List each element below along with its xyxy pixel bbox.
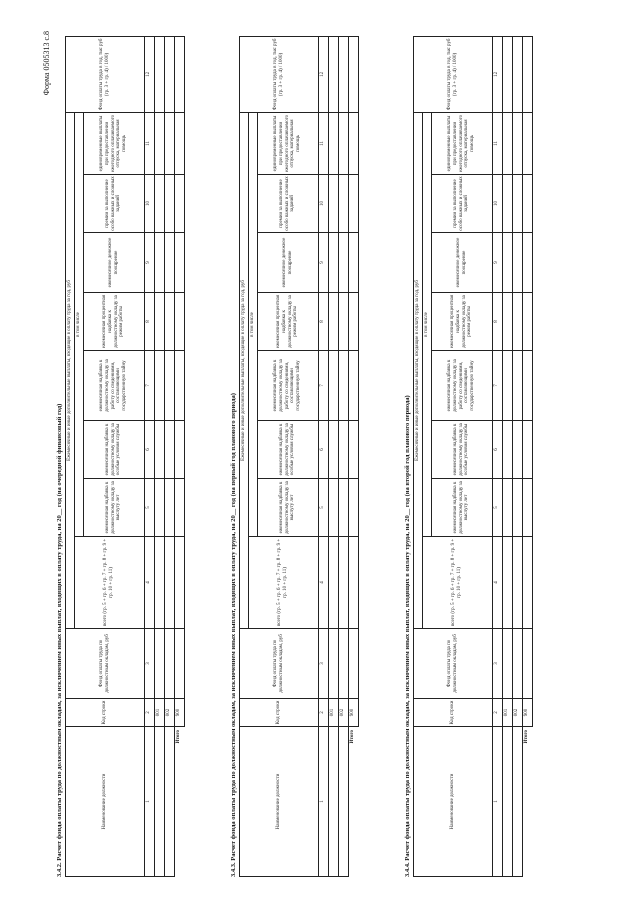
header-special-tasks: премии за выполнение особо важных и сложных заданий xyxy=(257,174,318,232)
header-extra-payments-group: Ежемесячные и иные дополнительные выплаты, входящие в оплату труда за год, руб xyxy=(240,112,249,628)
header-lump-sum: единовременные выплаты при предоставлении ежегодного оплачиваемого отпуска, материальная помощь xyxy=(257,112,318,174)
header-work-mode: ежемесячная процентная надбавка к должностному окладу за режим работы xyxy=(257,292,318,350)
header-salary-fund: Фонд оплаты труда по должностным окладам, руб xyxy=(240,628,319,698)
itogo-row xyxy=(348,36,358,876)
position-cell[interactable] xyxy=(338,726,348,876)
rotated-page xyxy=(40,23,600,883)
header-extra-payments-group: Ежемесячные и иные дополнительные выплаты, входящие в оплату труда за год, руб xyxy=(66,112,75,628)
section-3-4-2 xyxy=(56,37,185,877)
header-position: Наименование должности xyxy=(66,726,145,876)
header-annual-fund: Фонд оплаты труда в год, тыс руб (гр. 3 + гр. 4) / 1000) xyxy=(414,36,493,112)
header-lump-sum: единовременные выплаты при предоставлении ежегодного оплачиваемого отпуска, материальная помощь xyxy=(83,112,144,174)
position-cell[interactable] xyxy=(164,726,174,876)
column-number-row: 1 2 3 4 5 6 7 8 9 10 11 12 xyxy=(144,36,154,876)
column-number-row: 1 2 3 4 5 6 7 8 9 10 11 12 xyxy=(318,36,328,876)
header-seniority: ежемесячная надбавка к должностному окладу за выслугу лет xyxy=(431,478,492,536)
header-monthly-bonus: ежемесячное денежное поощрение xyxy=(83,232,144,292)
table-row xyxy=(328,36,338,876)
line-code: 002 xyxy=(164,698,174,726)
header-line-code: Код строки xyxy=(66,698,145,726)
line-code: 001 xyxy=(154,698,164,726)
header-work-mode: ежемесячная процентная надбавка к должностному окладу за режим работы xyxy=(431,292,492,350)
header-total: всего (гр. 5 + гр. 6 + гр. 7 + гр. 8 + гр. 9 + гр. 10 + гр. 11) xyxy=(248,536,318,628)
section-3-4-4 xyxy=(404,37,533,877)
line-code: 001 xyxy=(502,698,512,726)
header-annual-fund: Фонд оплаты труда в год, тыс руб (гр. 3 + гр. 4) / 1000) xyxy=(66,36,145,112)
table-row xyxy=(512,36,522,876)
header-salary-fund: Фонд оплаты труда по должностным окладам, руб xyxy=(414,628,493,698)
itogo-row xyxy=(174,36,184,876)
section-title: 3.4.3. Расчет фонда оплаты труда по должностным окладам, за исключением иных выплат, входящих в оплату труда, на 20__ год (на первый год планового периода) xyxy=(230,392,237,877)
table-row xyxy=(164,36,174,876)
line-code: 002 xyxy=(512,698,522,726)
header-total: всего (гр. 5 + гр. 6 + гр. 7 + гр. 8 + гр. 9 + гр. 10 + гр. 11) xyxy=(74,536,144,628)
header-special-conditions: ежемесячная надбавка к должностному окладу за особые условия службы xyxy=(257,420,318,478)
line-code: 001 xyxy=(328,698,338,726)
section-3-4-3 xyxy=(230,37,359,877)
section-title: 3.4.4. Расчет фонда оплаты труда по должностным окладам, за исключением иных выплат, входящих в оплату труда, на 20__ год (на второй год планового периода) xyxy=(404,394,411,877)
header-special-conditions: ежемесячная надбавка к должностному окладу за особые условия службы xyxy=(431,420,492,478)
itogo-row xyxy=(522,36,532,876)
itogo-code: 900 xyxy=(522,698,532,726)
table-row xyxy=(338,36,348,876)
itogo-code: 900 xyxy=(348,698,358,726)
header-monthly-bonus: ежемесячное денежное поощрение xyxy=(257,232,318,292)
header-monthly-bonus: ежемесячное денежное поощрение xyxy=(431,232,492,292)
header-special-tasks: премии за выполнение особо важных и сложных заданий xyxy=(83,174,144,232)
header-including: в том числе xyxy=(248,112,257,536)
section-table xyxy=(239,35,359,876)
position-cell[interactable] xyxy=(328,726,338,876)
column-number-row: 1 2 3 4 5 6 7 8 9 10 11 12 xyxy=(492,36,502,876)
header-line-code: Код строки xyxy=(414,698,493,726)
header-line-code: Код строки xyxy=(240,698,319,726)
header-state-secret: ежемесячная надбавка к должностному окладу за работу со сведениями, составляющими государственную тайну xyxy=(431,350,492,420)
itogo-code: 900 xyxy=(174,698,184,726)
header-state-secret: ежемесячная надбавка к должностному окладу за работу со сведениями, составляющими государственную тайну xyxy=(83,350,144,420)
table-row xyxy=(154,36,164,876)
section-title: 3.4.2. Расчет фонда оплаты труда по должностным окладам, за исключением иных выплат, входящих в оплату труда, на 20__ год (на очередной финансовый год) xyxy=(56,403,63,877)
header-position: Наименование должности xyxy=(240,726,319,876)
table-row xyxy=(502,36,512,876)
header-annual-fund: Фонд оплаты труда в год, тыс руб (гр. 3 + гр. 4) / 1000) xyxy=(240,36,319,112)
itogo-label: Итого xyxy=(524,729,530,743)
itogo-label: Итого xyxy=(350,729,356,743)
header-position: Наименование должности xyxy=(414,726,493,876)
header-extra-payments-group: Ежемесячные и иные дополнительные выплаты, входящие в оплату труда за год, руб xyxy=(414,112,423,628)
line-code: 002 xyxy=(338,698,348,726)
header-special-tasks: премии за выполнение особо важных и сложных заданий xyxy=(431,174,492,232)
header-seniority: ежемесячная надбавка к должностному окладу за выслугу лет xyxy=(83,478,144,536)
section-table xyxy=(413,35,533,876)
header-including: в том числе xyxy=(422,112,431,536)
header-special-conditions: ежемесячная надбавка к должностному окладу за особые условия службы xyxy=(83,420,144,478)
header-including: в том числе xyxy=(74,112,83,536)
header-state-secret: ежемесячная надбавка к должностному окладу за работу со сведениями, составляющими государственную тайну xyxy=(257,350,318,420)
position-cell[interactable] xyxy=(154,726,164,876)
section-table xyxy=(65,35,185,876)
form-number-label: Форма 0505313 с.8 xyxy=(42,30,51,95)
position-cell[interactable] xyxy=(512,726,522,876)
header-salary-fund: Фонд оплаты труда по должностным окладам, руб xyxy=(66,628,145,698)
header-total: всего (гр. 5 + гр. 6 + гр. 7 + гр. 8 + гр. 9 + гр. 10 + гр. 11) xyxy=(422,536,492,628)
header-lump-sum: единовременные выплаты при предоставлении ежегодного оплачиваемого отпуска, материальная помощь xyxy=(431,112,492,174)
header-work-mode: ежемесячная процентная надбавка к должностному окладу за режим работы xyxy=(83,292,144,350)
itogo-label: Итого xyxy=(176,729,182,743)
position-cell[interactable] xyxy=(502,726,512,876)
header-seniority: ежемесячная надбавка к должностному окладу за выслугу лет xyxy=(257,478,318,536)
